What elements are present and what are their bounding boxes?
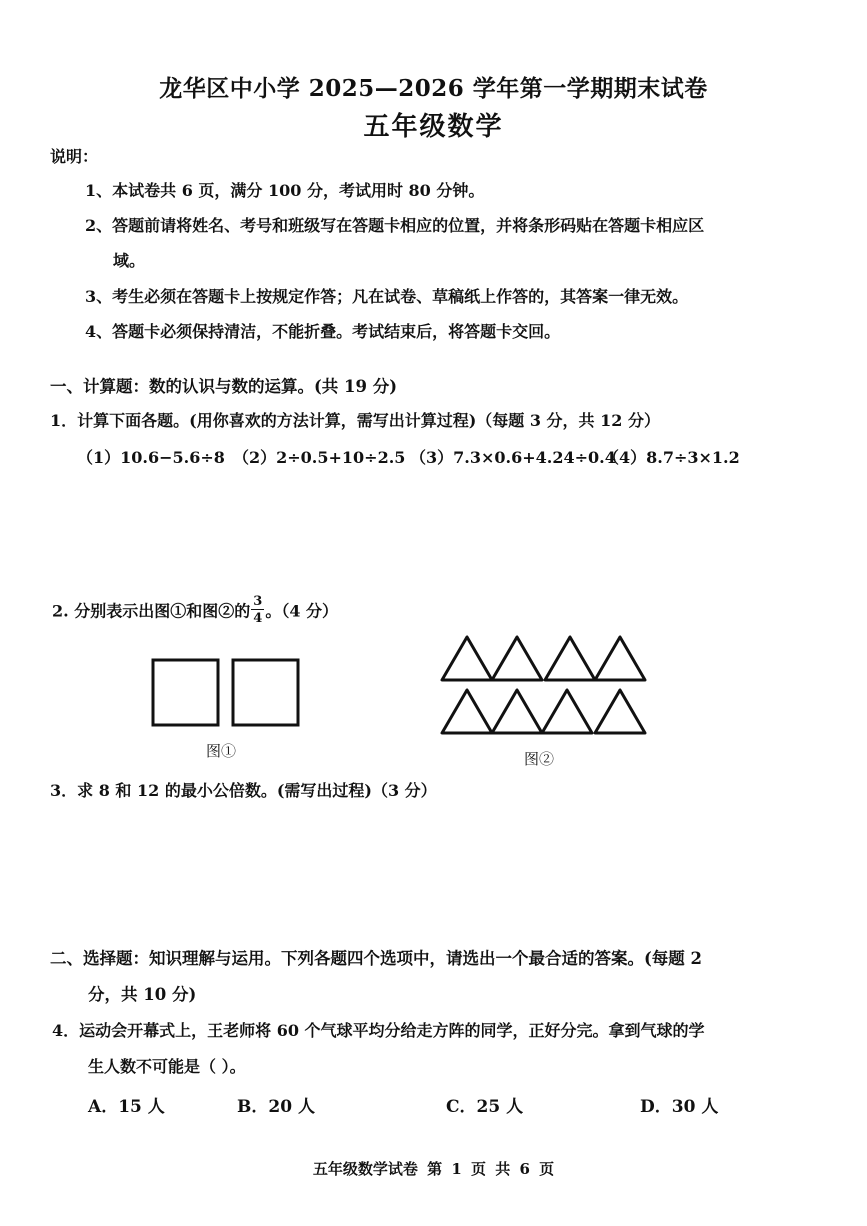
triangle xyxy=(442,690,492,733)
square-2 xyxy=(233,660,298,725)
exam-subtitle: 五年级数学 xyxy=(363,112,504,142)
option-a: A．15 人 xyxy=(88,1097,165,1117)
question-1-item: （1）10.6−5.6÷8 xyxy=(77,448,225,467)
question-1-item: （4）8.7÷3×1.2 xyxy=(603,448,740,467)
option-b: B．20 人 xyxy=(237,1097,315,1117)
fraction-numerator: 3 xyxy=(253,594,263,609)
instructions-label: 说明： xyxy=(50,147,99,166)
triangle xyxy=(442,637,492,680)
question-1-item: （3）7.3×0.6+4.24÷0.4 xyxy=(410,448,616,467)
triangle xyxy=(542,690,592,733)
square-1 xyxy=(153,660,218,725)
triangle xyxy=(492,690,542,733)
section2-heading: 二、选择题：知识理解与运用。下列各题四个选项中，请选出一个最合适的答案。(每题 2 xyxy=(50,949,703,968)
instruction-item: 2、答题前请将姓名、考号和班级写在答题卡相应的位置，并将条形码贴在答题卡相应区 xyxy=(85,216,705,235)
question-3-text: 3．求 8 和 12 的最小公倍数。(需写出过程)（3 分） xyxy=(50,781,437,800)
option-d: D．30 人 xyxy=(640,1097,719,1117)
section2-heading-continued: 分，共 10 分) xyxy=(88,985,197,1004)
page-footer: 五年级数学试卷 第 1 页 共 6 页 xyxy=(312,1160,555,1178)
triangle xyxy=(492,637,542,680)
question-1-text: 1．计算下面各题。(用你喜欢的方法计算，需写出计算过程)（每题 3 分，共 12 分） xyxy=(50,411,660,430)
triangle xyxy=(595,690,645,733)
figure-2-caption: 图② xyxy=(524,750,555,768)
question-2-tail: 。（4 分） xyxy=(265,601,339,621)
fraction-denominator: 4 xyxy=(253,611,263,626)
question-1-item: （2）2÷0.5+10÷2.5 xyxy=(233,448,406,467)
instruction-item: 3、考生必须在答题卡上按规定作答；凡在试卷、草稿纸上作答的，其答案一律无效。 xyxy=(85,287,689,306)
triangle xyxy=(545,637,595,680)
instruction-item-continued: 域。 xyxy=(113,251,146,270)
exam-title: 龙华区中小学 2025—2026 学年第一学期期末试卷 xyxy=(159,75,708,102)
instruction-item: 4、答题卡必须保持清洁，不能折叠。考试结束后，将答题卡交回。 xyxy=(85,322,561,341)
option-c: C．25 人 xyxy=(446,1097,524,1117)
question-4-text-continued: 生人数不可能是（ ）。 xyxy=(88,1057,246,1076)
question-2-lead: 2. 分别表示出图①和图②的 xyxy=(52,601,251,621)
instruction-item: 1、本试卷共 6 页，满分 100 分，考试用时 80 分钟。 xyxy=(85,181,485,200)
figure-1-caption: 图① xyxy=(206,742,237,760)
section1-heading: 一、计算题：数的认识与数的运算。(共 19 分) xyxy=(50,377,398,396)
question-4-text: 4．运动会开幕式上，王老师将 60 个气球平均分给走方阵的同学，正好分完。拿到气球的学 xyxy=(52,1021,705,1040)
triangle xyxy=(595,637,645,680)
